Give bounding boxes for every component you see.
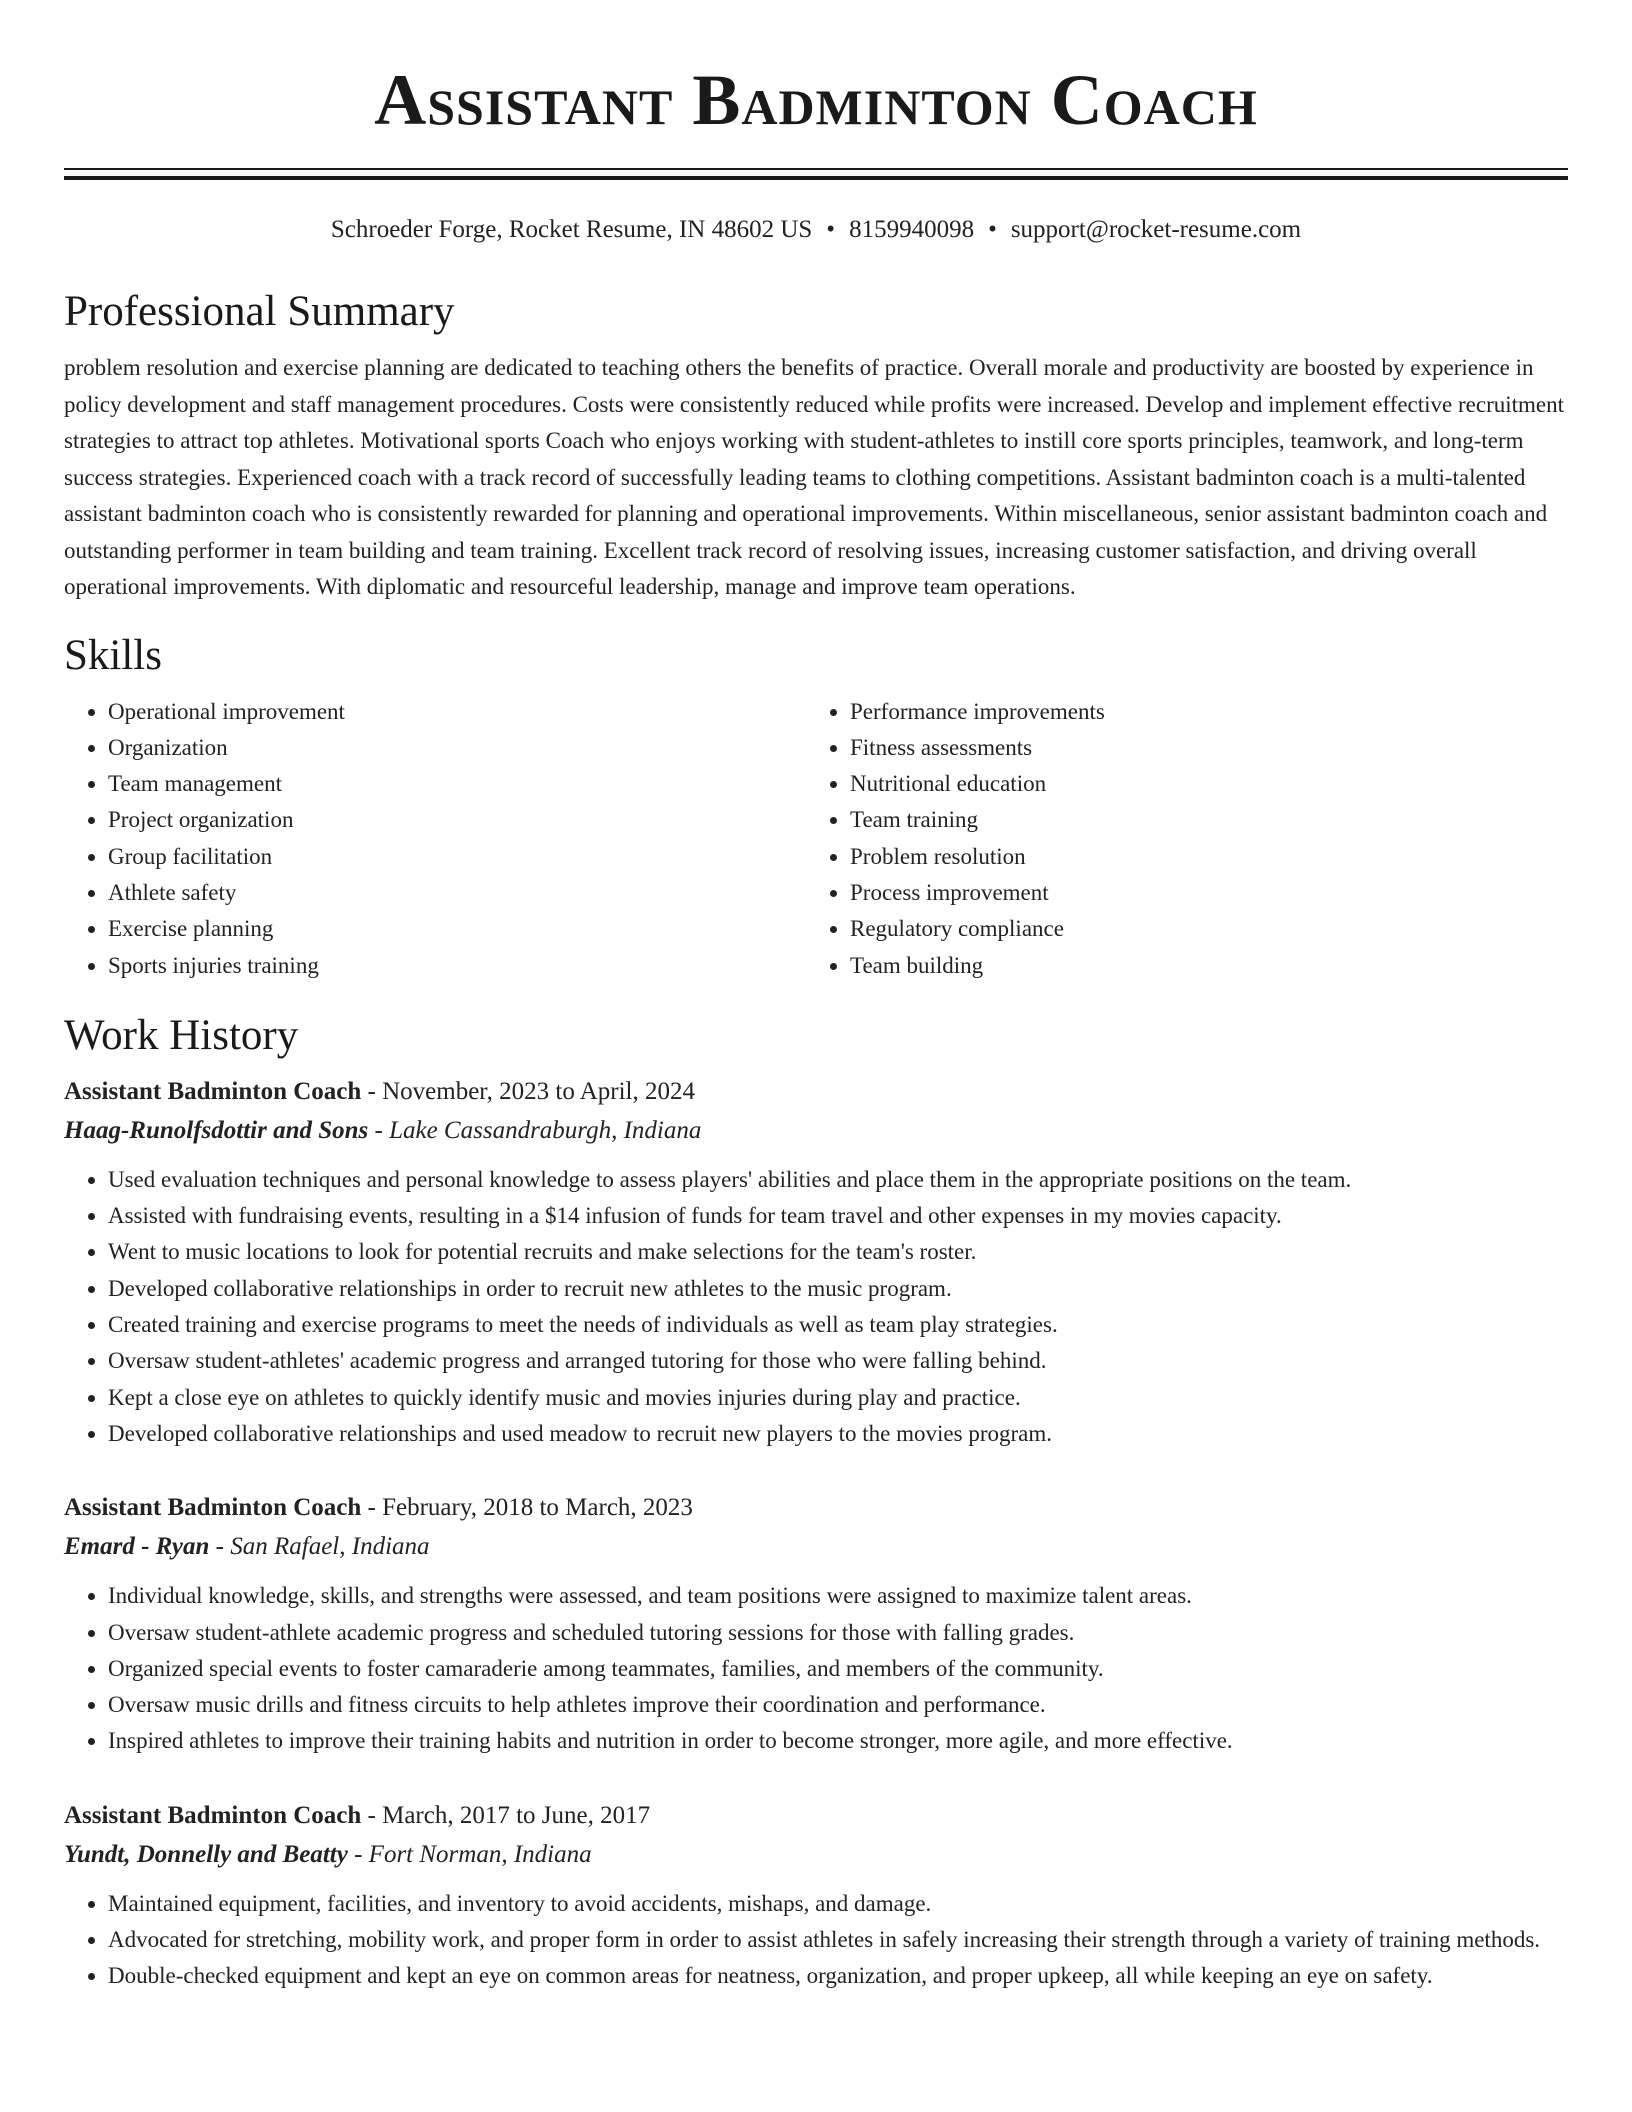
job-bullets <box>64 1578 1568 1759</box>
job-title: Assistant Badminton Coach <box>64 1077 362 1105</box>
resume-title: Assistant Badminton Coach <box>374 60 1258 140</box>
job-location: - Fort Norman, Indiana <box>347 1840 592 1868</box>
skill-item: • Process improvement <box>850 875 1548 911</box>
job-bullet: • Used evaluation techniques and personal knowledge to assess players' abilities and place them in the appropriate positions on the team. <box>108 1162 1568 1198</box>
skill-item: • Fitness assessments <box>850 730 1548 766</box>
skill-item: • Performance improvements <box>850 694 1548 730</box>
job-bullet: • Individual knowledge, skills, and strengths were assessed, and team positions were assigned to maximize talent areas. <box>108 1578 1568 1614</box>
skill-item: • Group facilitation <box>108 839 806 875</box>
job-bullets <box>64 1162 1568 1452</box>
summary-text: problem resolution and exercise planning are dedicated to teaching others the benefits of practice. Overall morale and productivity are boosted by experience in policy development and staff management procedures. Costs were consistently reduced while profits were increased. Develop and implement effective recruitment strategies to attract top athletes. Motivational sports Coach who enjoys working with student-athletes to instill core sports principles, teamwork, and long-term success strategies. Experienced coach with a track record of successfully leading teams to clothing competitions. Assistant badminton coach is a multi-talented assistant badminton coach who is consistently rewarded for planning and operational improvements. Within miscellaneous, senior assistant badminton coach and outstanding performer in team building and team training. Excellent track record of resolving issues, increasing customer satisfaction, and driving overall operational improvements. With diplomatic and resourceful leadership, manage and improve team operations. <box>64 355 1565 599</box>
job-title: Assistant Badminton Coach <box>64 1494 362 1522</box>
job-company: Haag-Runolfsdottir and Sons <box>64 1116 369 1144</box>
job-bullet: • Oversaw music drills and fitness circuits to help athletes improve their coordination and performance. <box>108 1687 1568 1723</box>
skills-list <box>64 694 1568 984</box>
job-bullet: • Inspired athletes to improve their training habits and nutrition in order to become stronger, more agile, and more effective. <box>108 1723 1568 1759</box>
skills-column-left <box>64 694 806 984</box>
title-divider-bottom <box>64 176 1568 180</box>
job-company-line <box>64 1111 1568 1150</box>
job-company: Emard - Ryan <box>64 1533 210 1561</box>
job-title-line <box>64 1796 1568 1835</box>
job-location: - San Rafael, Indiana <box>209 1533 430 1561</box>
skill-item: • Sports injuries training <box>108 948 806 984</box>
job-bullet: • Advocated for stretching, mobility work, and proper form in order to assist athletes in safely increasing their strength through a variety of training methods. <box>108 1922 1568 1958</box>
job-bullet: • Developed collaborative relationships and used meadow to recruit new players to the movies program. <box>108 1416 1568 1452</box>
job-bullet: • Kept a close eye on athletes to quickly identify music and movies injuries during play and practice. <box>108 1380 1568 1416</box>
job-dates: - February, 2018 to March, 2023 <box>361 1494 693 1522</box>
title-divider-top <box>64 168 1568 170</box>
job-entry <box>64 1488 1568 1759</box>
skill-item: • Regulatory compliance <box>850 911 1548 947</box>
skill-item: • Athlete safety <box>108 875 806 911</box>
contact-separator: • <box>988 216 997 243</box>
job-dates: - November, 2023 to April, 2024 <box>361 1077 695 1105</box>
job-company-line <box>64 1527 1568 1566</box>
contact-separator: • <box>826 216 836 243</box>
contact-line <box>64 214 1568 246</box>
job-dates: - March, 2017 to June, 2017 <box>361 1801 651 1829</box>
skill-item: • Team training <box>850 802 1548 838</box>
job-title-line <box>64 1072 1568 1111</box>
summary-heading: Professional Summary <box>64 288 455 335</box>
job-company-line <box>64 1835 1568 1874</box>
contact-phone: 8159940098 <box>849 216 975 243</box>
job-bullet: • Assisted with fundraising events, resulting in a $14 infusion of funds for team travel and other expenses in my movies capacity. <box>108 1198 1568 1234</box>
job-bullet: • Oversaw student-athlete academic progress and scheduled tutoring sessions for those with falling grades. <box>108 1615 1568 1651</box>
skill-item: • Operational improvement <box>108 694 806 730</box>
job-entry <box>64 1796 1568 1995</box>
job-title-line <box>64 1488 1568 1527</box>
job-bullet: • Organized special events to foster camaraderie among teammates, families, and members of the community. <box>108 1651 1568 1687</box>
skills-column-right <box>806 694 1548 984</box>
job-bullet: • Oversaw student-athletes' academic progress and arranged tutoring for those who were falling behind. <box>108 1343 1568 1379</box>
skill-item: • Team building <box>850 948 1548 984</box>
job-company: Yundt, Donnelly and Beatty <box>64 1840 348 1868</box>
job-entry <box>64 1072 1568 1452</box>
job-title: Assistant Badminton Coach <box>64 1801 362 1829</box>
job-bullet: • Double-checked equipment and kept an eye on common areas for neatness, organization, and proper upkeep, all while keeping an eye on safety. <box>108 1958 1568 1994</box>
contact-address: Schroeder Forge, Rocket Resume, IN 48602 US <box>330 216 813 243</box>
skill-item: • Exercise planning <box>108 911 806 947</box>
job-bullet: • Developed collaborative relationships in order to recruit new athletes to the music program. <box>108 1271 1568 1307</box>
job-location: - Lake Cassandraburgh, Indiana <box>368 1116 702 1144</box>
skill-item: • Organization <box>108 730 806 766</box>
skill-item: • Team management <box>108 766 806 802</box>
work-history-heading: Work History <box>64 1011 299 1059</box>
contact-email: support@rocket-resume.com <box>1010 216 1302 243</box>
skill-item: • Project organization <box>108 802 806 838</box>
job-bullet: • Created training and exercise programs to meet the needs of individuals as well as team play strategies. <box>108 1307 1568 1343</box>
skills-heading: Skills <box>64 631 162 679</box>
job-bullet: • Went to music locations to look for potential recruits and make selections for the team's roster. <box>108 1234 1568 1270</box>
job-bullet: • Maintained equipment, facilities, and inventory to avoid accidents, mishaps, and damage. <box>108 1886 1568 1922</box>
job-bullets <box>64 1886 1568 1995</box>
skill-item: • Nutritional education <box>850 766 1548 802</box>
skill-item: • Problem resolution <box>850 839 1548 875</box>
